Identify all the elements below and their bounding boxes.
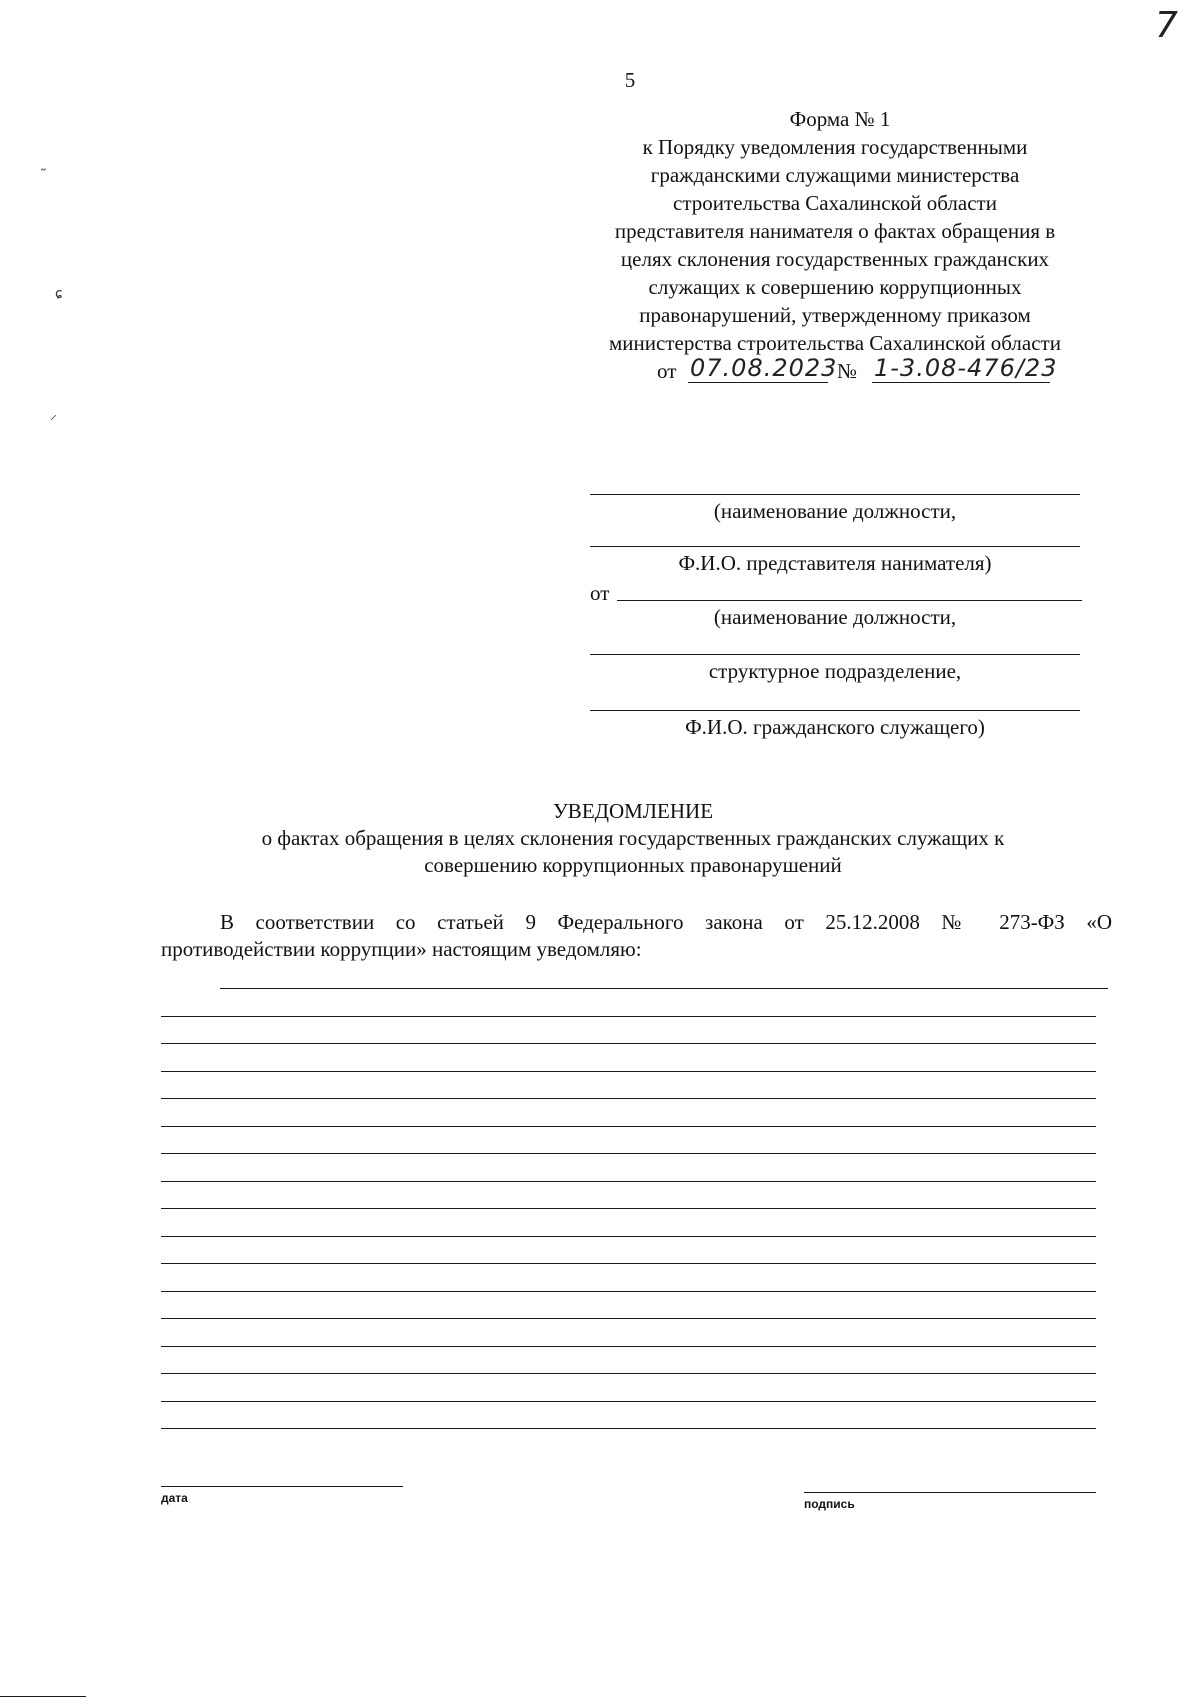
- blank-line: [161, 1098, 1096, 1099]
- blank-line: [161, 1208, 1096, 1209]
- header-line-8: министерства строительства Сахалинской области: [609, 331, 1061, 355]
- header-line-3: строительства Сахалинской области: [673, 191, 997, 215]
- from-label: от: [590, 581, 610, 605]
- addressee-position-line: [590, 494, 1080, 495]
- sender-fio-line: [590, 710, 1080, 711]
- blank-line: [161, 1126, 1096, 1127]
- order-prefix: от: [657, 359, 677, 383]
- blank-line: [161, 1428, 1096, 1429]
- scan-speck: ˷: [40, 156, 47, 172]
- blank-line: [161, 1236, 1096, 1237]
- notice-title: УВЕДОМЛЕНИЕ: [552, 799, 714, 823]
- blank-line: [161, 1373, 1096, 1374]
- addressee-fio-line: [590, 546, 1080, 547]
- corner-handwritten-mark: 7: [1155, 5, 1179, 46]
- addressee-position-label: (наименование должности,: [713, 499, 957, 523]
- signature-line: [804, 1492, 1096, 1493]
- blank-line: [161, 1318, 1096, 1319]
- department-label: структурное подразделение,: [708, 659, 962, 683]
- form-title: Форма № 1: [789, 107, 891, 131]
- blank-line: [161, 1291, 1096, 1292]
- sender-fio-label: Ф.И.О. гражданского служащего): [685, 715, 985, 739]
- blank-line: [161, 1401, 1096, 1402]
- notice-body-line-2: противодействии коррупции» настоящим уведомляю:: [161, 937, 642, 961]
- scan-speck: ɕ: [55, 286, 63, 302]
- blank-line: [161, 1346, 1096, 1347]
- sender-position-label: (наименование должности,: [713, 605, 957, 629]
- notice-subtitle-line-2: совершению коррупционных правонарушений: [424, 853, 842, 877]
- scan-speck: ⸝: [50, 407, 57, 423]
- header-line-5: целях склонения государственных гражданских: [620, 247, 1050, 271]
- blank-line: [220, 988, 1108, 989]
- date-label: дата: [161, 1491, 188, 1505]
- scan-edge-mark: [0, 1696, 86, 1697]
- header-line-6: служащих к совершению коррупционных: [648, 275, 1022, 299]
- order-number-handwritten: 1-3.08-476/23: [874, 354, 1058, 382]
- blank-line: [161, 1016, 1096, 1017]
- header-line-2: гражданскими служащими министерства: [650, 163, 1020, 187]
- signature-label: подпись: [804, 1497, 855, 1511]
- header-line-1: к Порядку уведомления государственными: [642, 135, 1028, 159]
- header-line-7: правонарушений, утвержденному приказом: [639, 303, 1031, 327]
- page-number: 5: [624, 68, 636, 92]
- blank-line: [161, 1181, 1096, 1182]
- header-line-4: представителя нанимателя о фактах обращения в: [614, 219, 1056, 243]
- notice-body-line-1: В соответствии со статьей 9 Федерального закона от 25.12.2008 № 273-ФЗ «О: [220, 910, 1112, 934]
- date-line: [161, 1486, 403, 1487]
- blank-line: [161, 1263, 1096, 1264]
- order-number-label: №: [837, 359, 858, 383]
- blank-line: [161, 1153, 1096, 1154]
- employer-fio-label: Ф.И.О. представителя нанимателя): [678, 551, 992, 575]
- department-line: [590, 654, 1080, 655]
- sender-position-line: [617, 600, 1082, 601]
- notice-subtitle-line-1: о фактах обращения в целях склонения государственных гражданских служащих к: [261, 826, 1005, 850]
- blank-line: [161, 1043, 1096, 1044]
- blank-line: [161, 1071, 1096, 1072]
- order-date-handwritten: 07.08.2023: [690, 354, 838, 382]
